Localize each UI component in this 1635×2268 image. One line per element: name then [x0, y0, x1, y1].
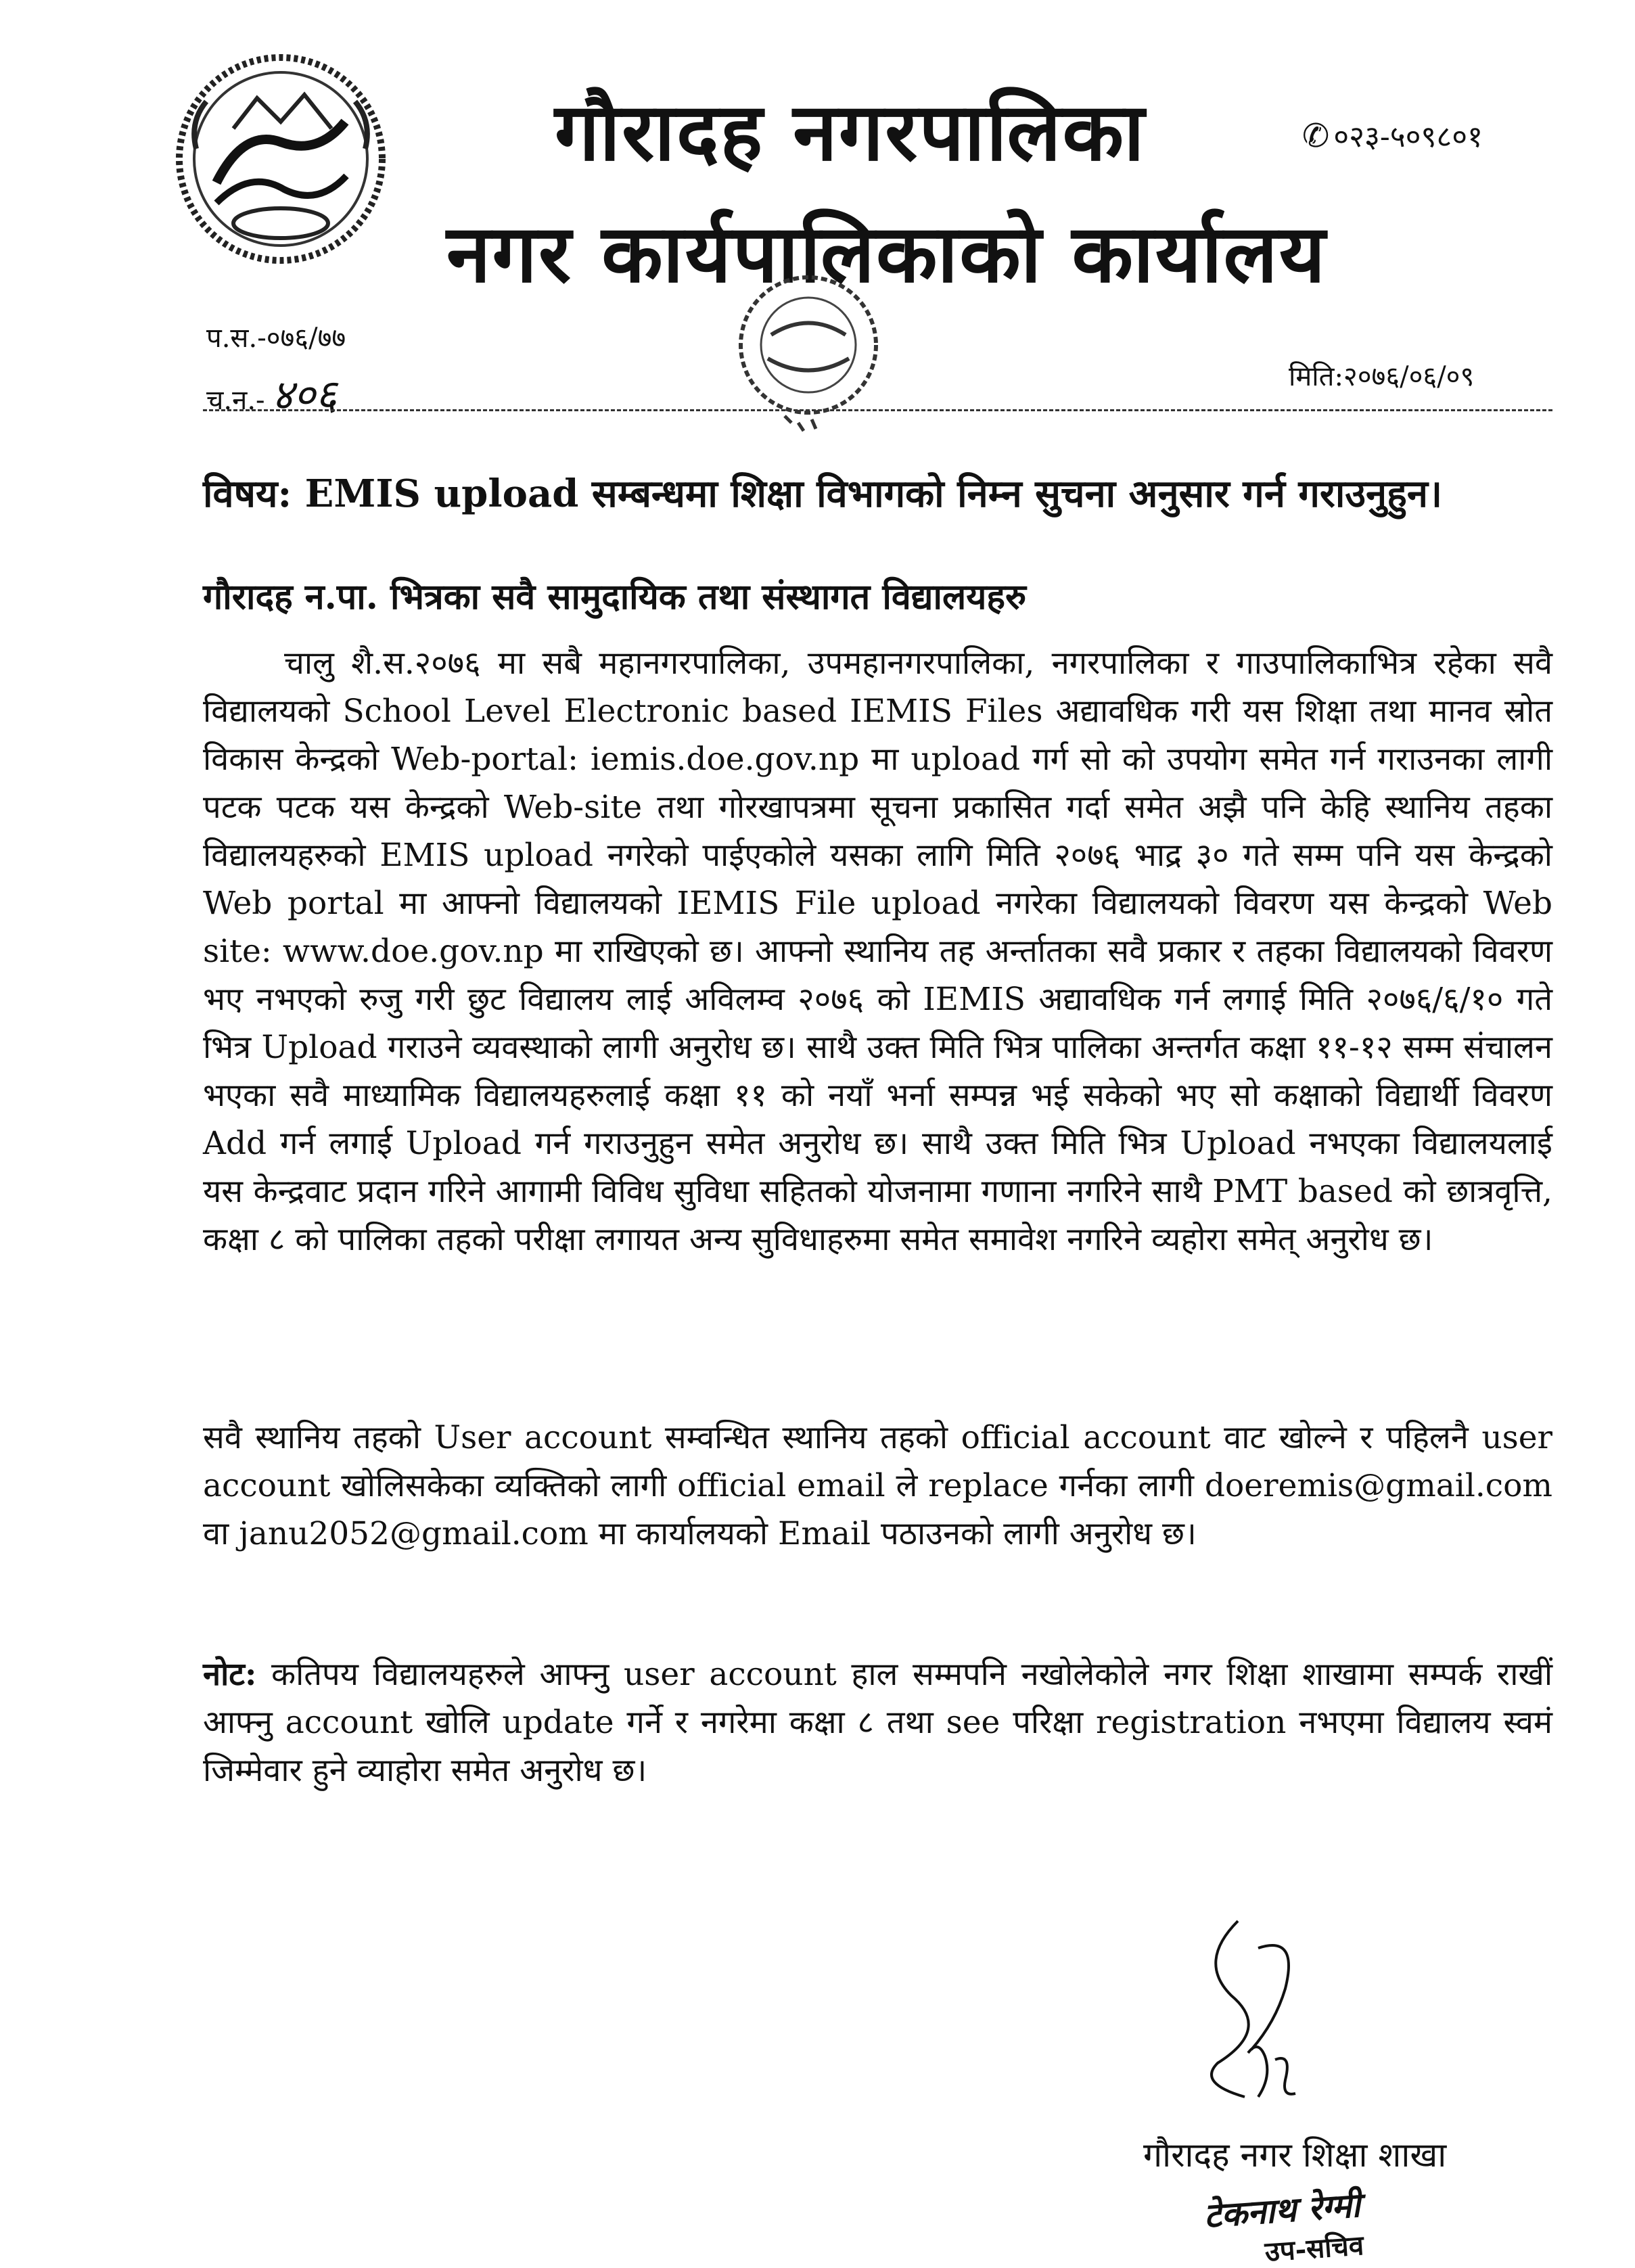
header-divider — [203, 409, 1552, 411]
dispatch-label: च.न.- — [206, 385, 265, 416]
phone-text: ०२३-५०९८०१ — [1333, 120, 1483, 154]
dispatch-number-value: ४०६ — [271, 370, 338, 419]
signatory-name: टेकनाथ रेग्मी — [1203, 2184, 1362, 2236]
note-paragraph — [203, 1650, 1552, 1795]
signatory-department: गौरादह नगर शिक्षा शाखा — [1143, 2135, 1447, 2175]
body-paragraph-1: चालु शै.स.२०७६ मा सबै महानगरपालिका, उपमहानगरपालिका, नगरपालिका र गाउपालिकाभित्र रहेका सवै विद्यालयको School Level Electronic based IEMIS Files अद्यावधिक गरी यस शिक्षा तथा मानव स्रोत विकास केन्द्रको Web-portal: iemis.doe.gov.np मा upload गर्ग सो को उपयोग समेत गर्न गराउनका लागी पटक पटक यस केन्द्रको Web-site तथा गोरखापत्रमा सूचना प्रकासित गर्दा समेत अझै पनि केहि स्थानिय तहका विद्यालयहरुको EMIS upload नगरेको पाईएकोले यसका लागि मिति २०७६ भाद्र ३० गते सम्म पनि यस केन्द्रको Web portal मा आफ्नो विद्यालयको IEMIS File upload नगरेका विद्यालयको विवरण यस केन्द्रको Web site: www.doe.gov.np मा राखिएको छ। आफ्नो स्थानिय तह अर्न्तातका सवै प्रकार र तहका विद्यालयको विवरण भए नभएको रुजु गरी छुट विद्यालय लाई अविलम्व २०७६ को IEMIS अद्यावधिक गर्न लगाई मिति २०७६/६/१० गते भित्र Upload गराउने व्यवस्थाको लागी अनुरोध छ। साथै उक्त मिति भित्र पालिका अन्तर्गत कक्षा ११-१२ सम्म संचालन भएका सवै माध्यामिक विद्यालयहरुलाई कक्षा ११ को नयाँ भर्ना सम्पन्न भई सकेको भए सो कक्षाको विद्यार्थी विवरण Add गर्न लगाई Upload गर्न गराउनुहुन समेत अनुरोध छ। साथै उक्त मिति भित्र Upload नभएका विद्यालयलाई यस केन्द्रवाट प्रदान गरिने आगामी विविध सुविधा सहितको योजनामा गणाना नगरिने साथै PMT based को छात्रवृत्ति, कक्षा ८ को पालिका तहको परीक्षा लगायत अन्य सुविधाहरुमा समेत समावेश नगरिने व्यहोरा समेत् अनुरोध छ। — [203, 645, 1552, 1258]
note-label: नोट: — [203, 1656, 257, 1693]
reference-number: प.स.-०७६/७७ — [206, 323, 346, 354]
office-subtitle: नगर कार्यपालिकाको कार्यालय — [446, 206, 1327, 300]
letter-addressee: गौरादह न.पा. भित्रका सवै सामुदायिक तथा संस्थागत विद्यालयहरु — [203, 576, 1027, 618]
nepal-emblem-icon — [169, 47, 392, 271]
note-text: कतिपय विद्यालयहरुले आफ्नु user account हाल सम्मपनि नखोलेकोले नगर शिक्षा शाखामा सम्पर्क राखीं आफ्नु account खोलि update गर्ने र नगरेमा कक्षा ८ तथा see परिक्षा registration नभएमा विद्यालय स्वमं जिम्मेवार हुने व्याहोरा समेत अनुरोध छ। — [203, 1656, 1552, 1789]
phone-number — [1302, 115, 1483, 156]
letter-date: मिति:२०७६/०६/०९ — [1289, 361, 1475, 392]
body-paragraph-2: सवै स्थानिय तहको User account सम्वन्धित स्थानिय तहको official account वाट खोल्ने र पहिलनै user account खोलिसकेका व्यक्तिको लागी official email ले replace गर्नका लागी doeremis@gmail.com वा janu2052@gmail.com मा कार्यालयको Email पठाउनको लागी अनुरोध छ। — [203, 1419, 1552, 1552]
signature-mark — [1157, 1894, 1366, 2117]
telephone-icon: ✆ — [1302, 117, 1330, 155]
office-title: गौरादह नगरपालिका — [555, 85, 1146, 179]
signatory-title: उप-सचिव — [1264, 2229, 1365, 2268]
dispatch-number — [206, 365, 337, 422]
letter-subject: विषय: EMIS upload सम्बन्धमा शिक्षा विभागको निम्न सुचना अनुसार गर्न गराउनुहुन। — [203, 471, 1443, 516]
office-stamp-icon — [697, 271, 920, 446]
